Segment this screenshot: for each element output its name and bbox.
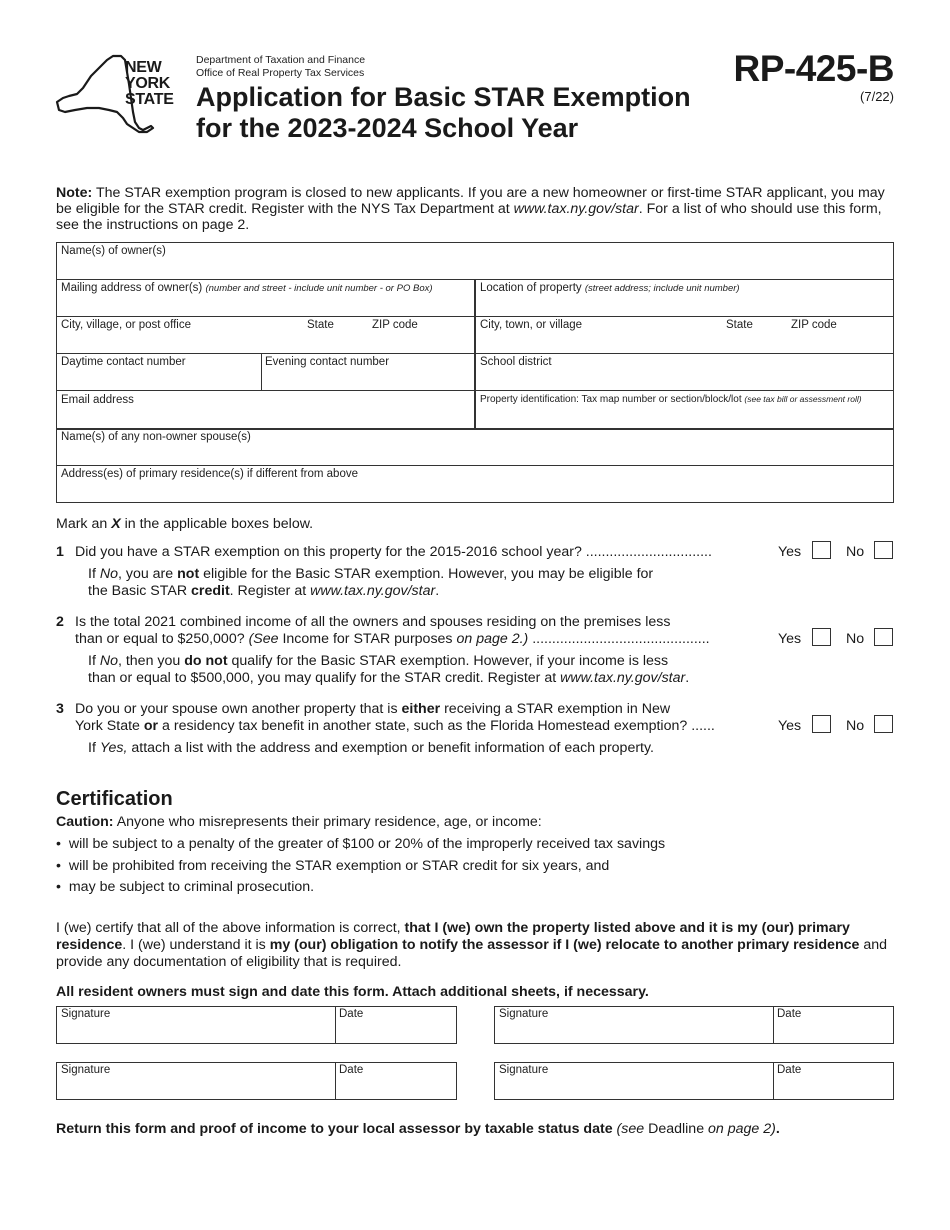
q1-sub2-a: the Basic STAR bbox=[88, 583, 192, 599]
zip-label-2: ZIP code bbox=[791, 319, 837, 331]
note-text-a: The STAR exemption program is closed to new applicants. If you are a new homeowner or first-time STAR applicant, you may be eligible for the STAR credit. Register with the NYS Tax Department at bbox=[56, 185, 885, 217]
q2-no-checkbox[interactable] bbox=[874, 628, 893, 646]
property-id-field[interactable] bbox=[480, 394, 862, 405]
city-post-office-field[interactable] bbox=[61, 319, 191, 331]
signature-label: Signature bbox=[499, 1064, 549, 1076]
logo-line-york: YORK bbox=[125, 75, 171, 92]
q3-no-checkbox[interactable] bbox=[874, 715, 893, 733]
signature-label: Signature bbox=[499, 1008, 549, 1020]
location-label: Location of property bbox=[480, 282, 582, 294]
zip-field-1[interactable] bbox=[372, 319, 418, 331]
evening-phone-label: Evening contact number bbox=[265, 356, 390, 368]
q1-sub2-c: . bbox=[435, 583, 440, 599]
sign-instruction: All resident owners must sign and date this form. Attach additional sheets, if necessary. bbox=[56, 984, 649, 1000]
email-field[interactable] bbox=[61, 394, 134, 406]
q2-sub2-a: than or equal to $500,000, you may qualify for the STAR credit. Register at bbox=[88, 670, 561, 686]
signature-label: Signature bbox=[61, 1064, 111, 1076]
form-number: RP-425-B bbox=[733, 48, 894, 89]
bullet-item: • will be subject to a penalty of the greater of $100 or 20% of the improperly received tax savings bbox=[56, 836, 666, 852]
signature-box-3[interactable] bbox=[56, 1062, 457, 1100]
q3-no-label: No bbox=[846, 718, 865, 734]
q2-line2-see: (See bbox=[248, 631, 279, 647]
q2-line2-a: than or equal to $250,000? bbox=[75, 631, 249, 647]
q3-line2-a: York State bbox=[75, 718, 144, 734]
q2-sub-donot: do not bbox=[184, 653, 228, 669]
q1-no-checkbox[interactable] bbox=[874, 541, 893, 559]
questions-intro bbox=[56, 516, 313, 533]
return-b: (see bbox=[612, 1121, 645, 1137]
logo-line-new: NEW bbox=[125, 59, 162, 76]
q3-sub-b: attach a list with the address and exemption or benefit information of each property. bbox=[127, 740, 654, 756]
primary-residence-field[interactable] bbox=[61, 468, 358, 480]
note-label: Note: bbox=[56, 185, 93, 201]
q2-sub-no: No bbox=[99, 653, 118, 669]
form-title bbox=[196, 82, 691, 144]
q2-line2-c: on page 2.) bbox=[456, 631, 529, 647]
cert-p-b: that I (we) own the property listed above and it is my (our) primary residence bbox=[56, 920, 850, 953]
bullet-item: • will be prohibited from receiving the STAR exemption or STAR credit for six years, and bbox=[56, 858, 610, 874]
q2-no-label: No bbox=[846, 631, 865, 647]
mailing-address-hint: (number and street - include unit number - or PO Box) bbox=[205, 283, 433, 294]
mailing-address-label: Mailing address of owner(s) bbox=[61, 282, 203, 294]
q1-sub-b: , you are bbox=[117, 566, 178, 582]
caution-line bbox=[56, 814, 542, 831]
q2-sub-a: If bbox=[88, 653, 100, 669]
signature-box-1[interactable] bbox=[56, 1006, 457, 1044]
q1-text: Did you have a STAR exemption on this property for the 2015-2016 school year? ................................ bbox=[75, 544, 712, 560]
q3-sub-a: If bbox=[88, 740, 100, 756]
q2-sub2-b: . bbox=[685, 670, 690, 686]
email-label: Email address bbox=[61, 394, 134, 406]
q1-sub2-credit: credit bbox=[191, 583, 230, 599]
q3-line2-b: a residency tax benefit in another state, such as the Florida Homestead exemption? ...... bbox=[158, 718, 715, 734]
cert-p-d: my (our) obligation to notify the assessor if I (we) relocate to another primary residence bbox=[269, 937, 860, 953]
cert-p-c: . I (we) understand it is bbox=[122, 937, 270, 953]
signature-label: Signature bbox=[61, 1008, 111, 1020]
q1-sub-not: not bbox=[177, 566, 200, 582]
q1-sub-c: eligible for the Basic STAR exemption. However, you may be eligible for bbox=[199, 566, 654, 582]
form-revision: (7/22) bbox=[860, 89, 894, 104]
note-text-b: . For a list of who should use this form, see the instructions on page 2. bbox=[56, 201, 882, 233]
q1-sub2-url: www.tax.ny.gov/star bbox=[310, 583, 436, 599]
state-label-1: State bbox=[307, 319, 334, 331]
logo-line-state: STATE bbox=[125, 91, 174, 108]
office-name: Office of Real Property Tax Services bbox=[196, 67, 365, 79]
nys-logo bbox=[55, 54, 185, 134]
bullet-text-2: will be prohibited from receiving the STAR exemption or STAR credit for six years, and bbox=[68, 858, 610, 874]
form-title-line2: for the 2023-2024 School Year bbox=[196, 113, 579, 143]
q2-number: 2 bbox=[56, 614, 64, 630]
caution-text: Anyone who misrepresents their primary residence, age, or income: bbox=[113, 814, 542, 830]
q3-line2 bbox=[75, 718, 715, 735]
owner-names-label: Name(s) of owner(s) bbox=[61, 245, 166, 257]
q3-yes-label: Yes bbox=[778, 718, 802, 734]
note-url: www.tax.ny.gov/star bbox=[513, 201, 639, 217]
city-post-office-label: City, village, or post office bbox=[61, 319, 191, 331]
department-name: Department of Taxation and Finance bbox=[196, 54, 366, 66]
q2-yes-checkbox[interactable] bbox=[812, 628, 831, 646]
q3-line2-or: or bbox=[143, 718, 159, 734]
q2-subtext-line1 bbox=[88, 653, 668, 670]
q1-yes-label: Yes bbox=[778, 544, 802, 560]
property-id-hint: (see tax bill or assessment roll) bbox=[744, 394, 862, 404]
q3-line1 bbox=[75, 701, 670, 718]
q1-no-label: No bbox=[846, 544, 865, 560]
cert-p-a: I (we) certify that all of the above information is correct, bbox=[56, 920, 405, 936]
q2-sub-b: , then you bbox=[117, 653, 185, 669]
school-district-label: School district bbox=[480, 356, 552, 368]
q2-line2-dots: ............................................. bbox=[528, 631, 710, 647]
evening-phone-field[interactable] bbox=[265, 356, 389, 368]
form-title-line1: Application for Basic STAR Exemption bbox=[196, 82, 691, 112]
city-town-field[interactable] bbox=[480, 319, 582, 331]
school-district-field[interactable] bbox=[480, 356, 552, 368]
property-id-label: Property identification: Tax map number or section/block/lot bbox=[480, 394, 742, 405]
intro-text-b: in the applicable boxes below. bbox=[120, 516, 314, 532]
q1-sub2-b: . Register at bbox=[229, 583, 311, 599]
q2-line1: Is the total 2021 combined income of all the owners and spouses residing on the premises less bbox=[75, 614, 671, 630]
q2-line2-b: Income for STAR purposes bbox=[278, 631, 457, 647]
daytime-phone-label: Daytime contact number bbox=[61, 356, 186, 368]
state-field-2[interactable] bbox=[726, 319, 753, 331]
q3-line1-a: Do you or your spouse own another property that is bbox=[75, 701, 402, 717]
date-label: Date bbox=[339, 1064, 364, 1076]
q1-sub-no: No bbox=[99, 566, 118, 582]
return-instruction bbox=[56, 1121, 780, 1138]
spouse-label: Name(s) of any non-owner spouse(s) bbox=[61, 431, 251, 443]
q3-subtext bbox=[88, 740, 654, 757]
q1-subtext-line2 bbox=[88, 583, 439, 600]
daytime-phone-field[interactable] bbox=[61, 356, 186, 368]
q1-yes-checkbox[interactable] bbox=[812, 541, 831, 559]
intro-text-a: Mark an bbox=[56, 516, 112, 532]
return-e: . bbox=[775, 1121, 780, 1137]
location-hint: (street address; include unit number) bbox=[584, 283, 740, 294]
return-c: Deadline bbox=[644, 1121, 709, 1137]
date-label: Date bbox=[339, 1008, 364, 1020]
q1-number: 1 bbox=[56, 544, 64, 560]
date-label: Date bbox=[777, 1064, 802, 1076]
q2-yes-label: Yes bbox=[778, 631, 802, 647]
note-paragraph bbox=[56, 185, 896, 233]
state-label-2: State bbox=[726, 319, 753, 331]
location-field[interactable] bbox=[480, 282, 740, 294]
return-a: Return this form and proof of income to your local assessor by taxable status date bbox=[56, 1121, 613, 1137]
q3-number: 3 bbox=[56, 701, 64, 717]
zip-field-2[interactable] bbox=[791, 319, 837, 331]
return-d: on page 2) bbox=[708, 1121, 776, 1137]
intro-x: X bbox=[111, 516, 121, 532]
city-town-label: City, town, or village bbox=[480, 319, 583, 331]
bullet-text-3: may be subject to criminal prosecution. bbox=[68, 879, 315, 895]
q3-line1-b: receiving a STAR exemption in New bbox=[440, 701, 671, 717]
q2-sub-c: qualify for the Basic STAR exemption. However, if your income is less bbox=[227, 653, 669, 669]
q2-subtext-line2 bbox=[88, 670, 689, 687]
cert-p-e: and provide any documentation of eligibility that is required. bbox=[56, 937, 888, 970]
q3-sub-yes: Yes, bbox=[99, 740, 128, 756]
caution-label: Caution: bbox=[56, 814, 114, 830]
q1-sub-a: If bbox=[88, 566, 100, 582]
mailing-address-field[interactable] bbox=[61, 282, 433, 294]
spouse-field[interactable] bbox=[61, 431, 251, 443]
bullet-item: • may be subject to criminal prosecution. bbox=[56, 879, 315, 895]
primary-residence-label: Address(es) of primary residence(s) if different from above bbox=[61, 468, 358, 480]
signature-box-2[interactable] bbox=[494, 1006, 894, 1044]
date-label: Date bbox=[777, 1008, 802, 1020]
q1-subtext-line1 bbox=[88, 566, 653, 583]
q3-line1-either: either bbox=[401, 701, 441, 717]
signature-box-4[interactable] bbox=[494, 1062, 894, 1100]
certification-heading: Certification bbox=[56, 788, 173, 810]
owner-names-field[interactable] bbox=[61, 245, 166, 257]
certification-statement bbox=[56, 920, 896, 971]
state-field-1[interactable] bbox=[307, 319, 334, 331]
q2-sub2-url: www.tax.ny.gov/star bbox=[560, 670, 686, 686]
q2-line2 bbox=[75, 631, 710, 648]
zip-label-1: ZIP code bbox=[372, 319, 418, 331]
bullet-text-1: will be subject to a penalty of the greater of $100 or 20% of the improperly received tax savings bbox=[68, 836, 666, 852]
q3-yes-checkbox[interactable] bbox=[812, 715, 831, 733]
